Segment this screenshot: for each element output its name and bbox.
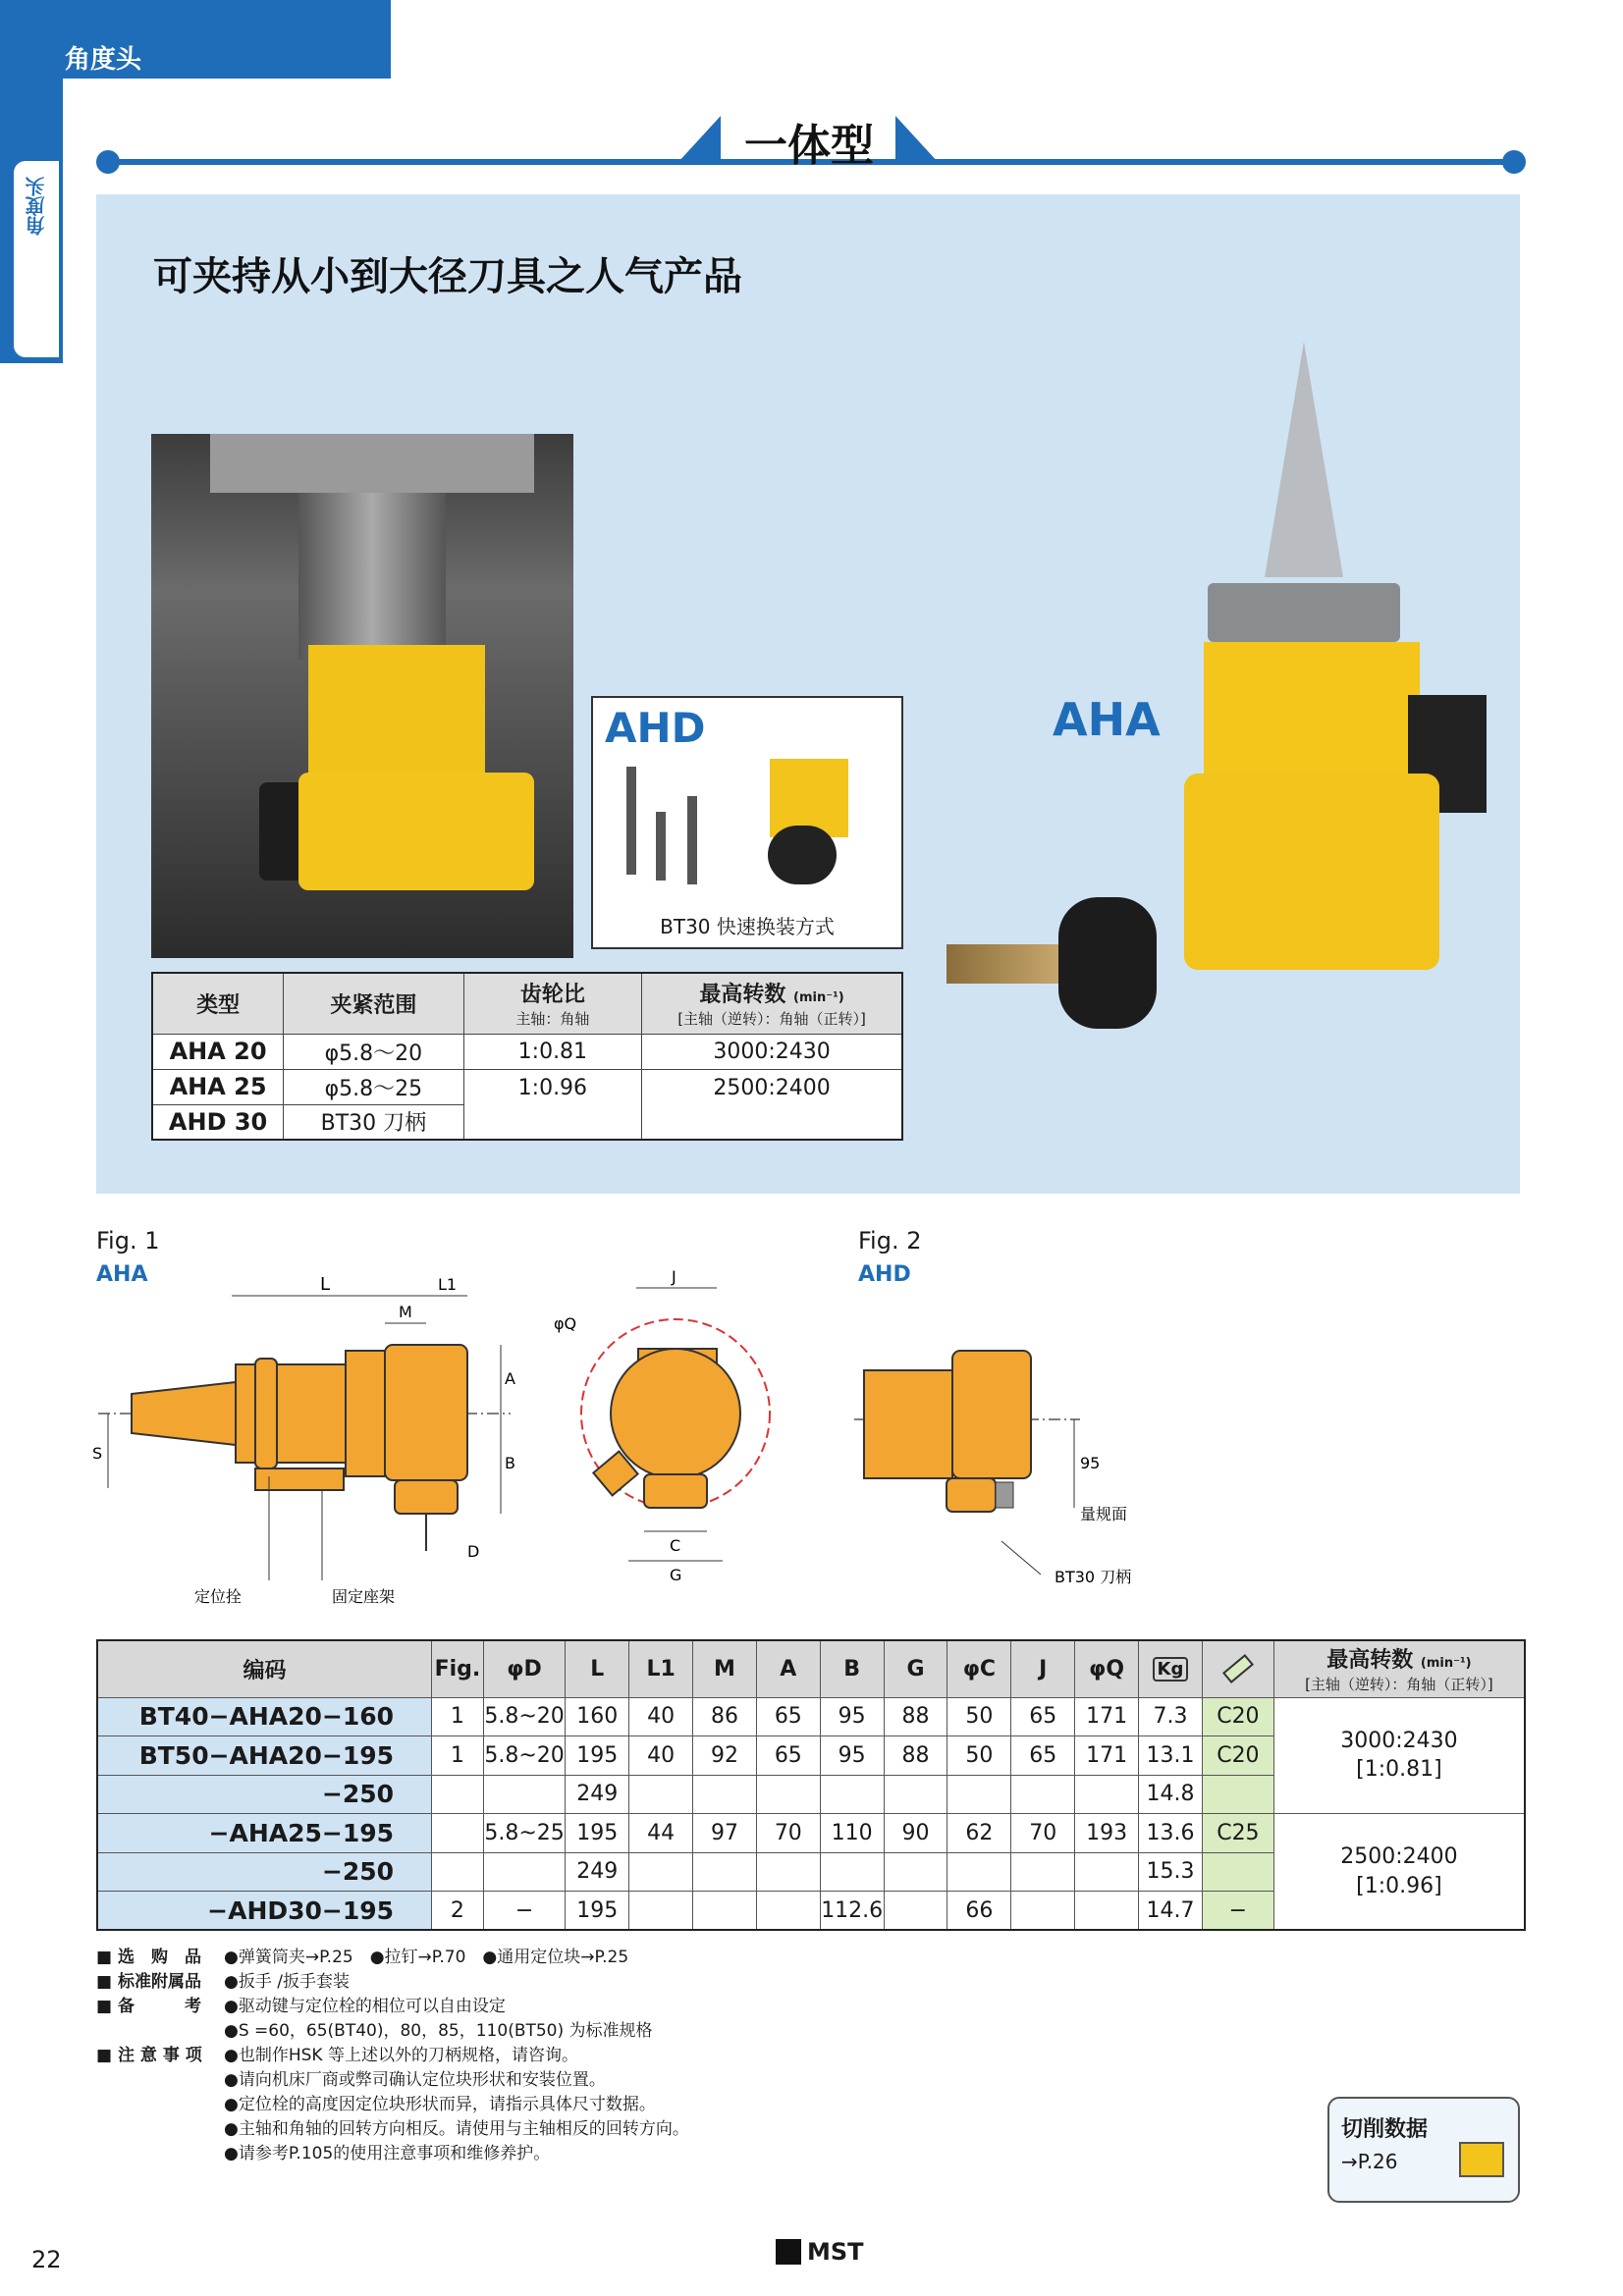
fig2-dim-95: 95 [1080, 1454, 1101, 1472]
fig1-dim-B: B [505, 1454, 515, 1472]
fig1-label: Fig. 1 [96, 1227, 160, 1255]
h-phic: φC [947, 1640, 1011, 1697]
h-phiq: φQ [1075, 1640, 1139, 1697]
spec-h-type: 类型 [152, 973, 284, 1034]
side-index-tab [14, 161, 59, 357]
feature-panel [96, 194, 1520, 1194]
ahd-caption: BT30 快速换装方式 [660, 915, 835, 938]
ahd-label: AHD [605, 704, 706, 752]
note-accessories: ■ 标准附属品 ●扳手 /扳手套装 [96, 1970, 689, 1995]
h-fig: Fig. [432, 1640, 484, 1697]
fig1-callout-seat: 固定座架 [332, 1587, 396, 1606]
fig1-drawing [88, 1266, 835, 1610]
note-cautions-3: ●定位栓的高度因定位块形状而异，请指示具体尺寸数据。 [224, 2095, 656, 2114]
ahd-nose [768, 826, 837, 884]
spec-row: AHA 25 φ5.8～25 1:0.96 2500:2400 [152, 1069, 902, 1104]
cutting-data-link[interactable] [1327, 2097, 1520, 2203]
table-row: −250 249 14.8 [97, 1775, 1525, 1814]
fig1-dim-Q: φQ [554, 1314, 577, 1333]
h-b: B [820, 1640, 884, 1697]
fig1-dim-S: S [92, 1444, 103, 1463]
h-collet [1202, 1640, 1273, 1697]
cutting-tool-icon [1459, 2142, 1504, 2177]
fig1-model: AHA [96, 1262, 148, 1287]
fig2-label: Fig. 2 [858, 1227, 922, 1255]
h-j: J [1011, 1640, 1075, 1697]
fig1-dim-M: M [399, 1303, 412, 1321]
note-cautions: ■ 注 意 事 项 ●也制作HSK 等上述以外的刀柄规格，请咨询。 [96, 2044, 689, 2068]
h-code: 编码 [97, 1640, 432, 1697]
fig1-dim-G: G [670, 1566, 682, 1584]
note-remarks-2: ●S =60，65(BT40)，80，85，110(BT50) 为标准规格 [224, 2021, 653, 2041]
machine-photo [151, 434, 573, 958]
ahd-tool-2 [656, 812, 666, 881]
spec-h-clamp: 夹紧范围 [284, 973, 463, 1034]
fig1-dim-D: D [467, 1542, 480, 1561]
h-rpm: 最高转数 (min⁻¹) [主轴（逆转）：角轴（正转）] [1273, 1640, 1525, 1697]
product-table [96, 1639, 1526, 1931]
note-options: ■ 选 购 品 ●弹簧筒夹→P.25 ●拉钉→P.70 ●通用定位块→P.25 [96, 1946, 689, 1970]
table-row: −AHD30−195 2 − 195 112.6 66 14.7 − [97, 1892, 1525, 1931]
fig2-holder: BT30 刀柄 [1055, 1568, 1132, 1586]
h-m: M [693, 1640, 757, 1697]
title-rule-dot-left [96, 150, 120, 174]
fig2-model: AHD [858, 1262, 911, 1287]
section-title: 一体型 [744, 121, 874, 171]
title-rule-dot-right [1502, 150, 1526, 174]
fig1-dim-J: J [672, 1267, 676, 1286]
table-row: BT50−AHA20−195 1 5.8~20 195 40 92 65 95 88 50 65 171 13.1 C20 [97, 1736, 1525, 1776]
h-l: L [566, 1640, 629, 1697]
fig1-dim-A: A [505, 1369, 515, 1388]
h-phid: φD [483, 1640, 566, 1697]
spec-header-row [152, 973, 902, 1034]
title-wedge-right [895, 116, 939, 163]
spec-row: AHA 20 φ5.8～20 1:0.81 3000:2430 [152, 1034, 902, 1069]
fig1-dim-L1: L1 [438, 1275, 458, 1294]
brand-logo: MST [776, 2238, 864, 2266]
product-header-row [97, 1640, 1525, 1697]
cutting-data-ref: →P.26 [1341, 2150, 1398, 2173]
side-index-label: 角度头 [25, 177, 48, 236]
notes [96, 1946, 689, 2166]
h-l1: L1 [629, 1640, 693, 1697]
fig2-drawing [844, 1315, 1178, 1600]
note-cautions-4: ●主轴和角轴的回转方向相反。请使用与主轴相反的回转方向。 [224, 2119, 689, 2139]
spec-table [151, 972, 903, 1141]
table-row: −AHA25−195 5.8~25 195 44 97 70 110 90 62 70 193 13.6 C25 2500:2400 [1:0.96] [97, 1814, 1525, 1853]
fig1-callout-pin: 定位拴 [194, 1587, 243, 1606]
ahd-tool-3 [687, 796, 697, 884]
weight-icon: Kg [1153, 1657, 1189, 1682]
ahd-tool-1 [626, 767, 636, 875]
fig2-gauge: 量规面 [1080, 1505, 1128, 1523]
logo-mark-icon [776, 2239, 801, 2265]
fig1-dim-L: L [320, 1274, 331, 1295]
spec-h-rpm: 最高转数 (min⁻¹) [主轴（逆转）：角轴（正转）] [642, 973, 902, 1034]
fig1-dim-C: C [670, 1536, 681, 1555]
category-tab-label: 角度头 [65, 45, 142, 75]
spec-row: AHD 30 BT30 刀柄 [152, 1104, 902, 1140]
feature-headline: 可夹持从小到大径刀具之人气产品 [153, 254, 742, 299]
h-g: G [884, 1640, 947, 1697]
table-row: −250 249 15.3 [97, 1852, 1525, 1892]
spec-h-ratio: 齿轮比 主轴：角轴 [463, 973, 642, 1034]
category-tab [0, 0, 391, 79]
h-weight [1139, 1640, 1203, 1697]
page-number: 22 [31, 2246, 62, 2273]
note-remarks: ■ 备 考 ●驱动键与定位栓的相位可以自由设定 [96, 1995, 689, 2019]
title-wedge-left [677, 116, 721, 163]
table-row: BT40−AHA20−160 1 5.8~20 160 40 86 65 95 88 50 65 171 7.3 C20 3000:2430 [1:0.81] [97, 1697, 1525, 1736]
note-cautions-2: ●请向机床厂商或弊司确认定位块形状和安装位置。 [224, 2070, 606, 2090]
cutting-data-title: 切削数据 [1341, 2117, 1429, 2142]
note-cautions-5: ●请参考P.105的使用注意事项和维修养护。 [224, 2144, 551, 2163]
collet-icon [1222, 1654, 1254, 1683]
aha-label: AHA [1053, 693, 1161, 746]
ahd-inset [591, 696, 903, 949]
h-a: A [756, 1640, 820, 1697]
